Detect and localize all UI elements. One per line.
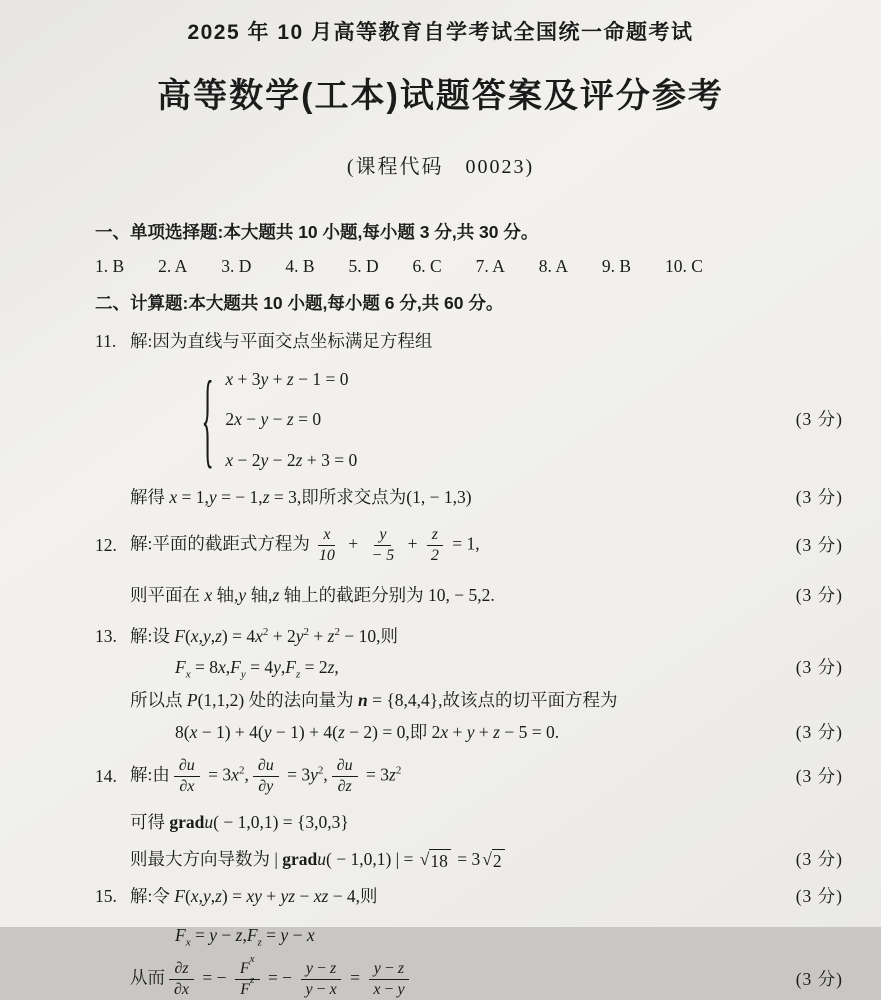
q13-line1 [95, 623, 843, 650]
q14-line1-text: 解:由 $\frac{\partial u}{\partial x}$ = $3x^2$, $\frac{\partial u}{\partial y}$ = $3y^2$, $\frac{\partial u}{\partial z}$ = $3z^2$ [130, 756, 402, 795]
answer-6: 6. C [412, 256, 442, 276]
answer-10: 10. C [665, 256, 703, 276]
answer-8: 8. A [538, 256, 568, 276]
score-label: (3 分) [795, 408, 843, 429]
q11-equation-3: x − 2y − 2z + 3 = 0 [225, 449, 358, 470]
q11-equations [225, 359, 357, 480]
section-calc-heading: 二、计算题:本大题共 10 小题,每小题 6 分,共 60 分。 [95, 293, 504, 313]
answer-9: 9. B [601, 256, 632, 276]
q11-equation-1: x + 3y + z − 1 = 0 [225, 369, 349, 390]
answer-1: 1. B [95, 256, 125, 276]
answer-2: 2. A [158, 256, 188, 276]
course-code-line: (课程代码 00023) [346, 156, 535, 178]
q13-line3 [95, 687, 843, 714]
q15-line3 [95, 953, 843, 1000]
answer-4: 4. B [285, 256, 315, 276]
q13-line1-text: 解:设 $F(x,y,z) = 4x^2 + 2y^2 + z^2 - 10$,则 [130, 626, 398, 647]
score-label: (3 分) [795, 585, 843, 605]
q13-line2 [95, 654, 843, 681]
q12-line2 [95, 582, 843, 609]
left-brace-glyph: { [201, 356, 214, 478]
score-label: (3 分) [795, 657, 843, 678]
answer-7: 7. A [475, 256, 505, 276]
score-label: (3 分) [795, 534, 843, 555]
document-title: 高等数学(工本)试题答案及评分参考 [157, 77, 724, 115]
q15-line1 [95, 883, 843, 910]
q12-line2-text: 则平面在 x 轴,y 轴,z 轴上的截距分别为 10, − 5,2. [130, 585, 495, 605]
q13-line4-text: 8(x − 1) + 4(y − 1) + 4(z − 2) = 0,即 2x + y + z − 5 = 0. [175, 721, 560, 742]
score-label: (3 分) [795, 848, 843, 869]
q11-system-line [95, 356, 843, 480]
q15-number: 15. [95, 885, 117, 906]
document-header [0, 16, 881, 179]
choice-answers-row [95, 256, 703, 277]
section-choice-heading: 一、单项选择题:本大题共 10 小题,每小题 3 分,共 30 分。 [95, 222, 539, 242]
exam-session-line: 2025 年 10 月高等教育自学考试全国统一命题考试 [187, 21, 694, 44]
q12-number: 12. [95, 534, 117, 555]
q12-line1 [95, 525, 843, 566]
q13-number: 13. [95, 626, 117, 647]
q15-line3-text: 从而 $\frac{\partial z}{\partial x}$ = − F x F z = − y − z y − x = y − z x − y [130, 959, 414, 1000]
q11-intro-text: 解:因为直线与平面交点坐标满足方程组 [130, 331, 433, 351]
q14-line3 [95, 846, 843, 873]
answer-5: 5. D [348, 256, 379, 276]
answer-3: 3. D [221, 256, 252, 276]
q13-line2-text: $F_x = 8x,F_y = 4y,F_z = 2z$, [175, 657, 339, 681]
score-label: (3 分) [795, 486, 843, 507]
q14-number: 14. [95, 765, 117, 786]
q14-line1 [95, 756, 843, 797]
score-label: (3 分) [795, 765, 843, 786]
score-label: (3 分) [795, 885, 843, 906]
q14-line2-text: 可得 gradu( − 1,0,1) = {3,0,3} [130, 811, 349, 832]
q11-equation-2: 2x − y − z = 0 [225, 409, 322, 430]
q15-line2 [95, 922, 843, 949]
q11-number: 11. [95, 331, 117, 351]
q14-line2 [95, 809, 843, 836]
score-label: (3 分) [795, 721, 843, 742]
q15-line2-text: $F_x = y - z,F_z = y - x$ [175, 925, 315, 949]
q13-line3-text: 所以点 P(1,1,2) 处的法向量为 n = {8,4,4},故该点的切平面方程为 [130, 690, 618, 711]
q14-line3-text: 则最大方向导数为 | gradu( − 1,0,1) | = √ 18 = 3 √ 2 [130, 846, 507, 873]
q13-line4 [95, 719, 843, 746]
q12-line1-text: 解:平面的截距式方程为 $\frac{x}{10}$ + $\frac{y}{- 5}$ + $\frac{z}{2}$ = 1, [130, 526, 480, 564]
q11-equation-system [200, 356, 358, 480]
q15-line1-text: 解:令 F(x,y,z) = xy + yz − xz − 4,则 [130, 885, 378, 906]
q11-solve-text: 解得 x = 1,y = − 1,z = 3,即所求交点为(1, − 1,3) [130, 486, 472, 507]
score-label: (3 分) [795, 969, 843, 990]
